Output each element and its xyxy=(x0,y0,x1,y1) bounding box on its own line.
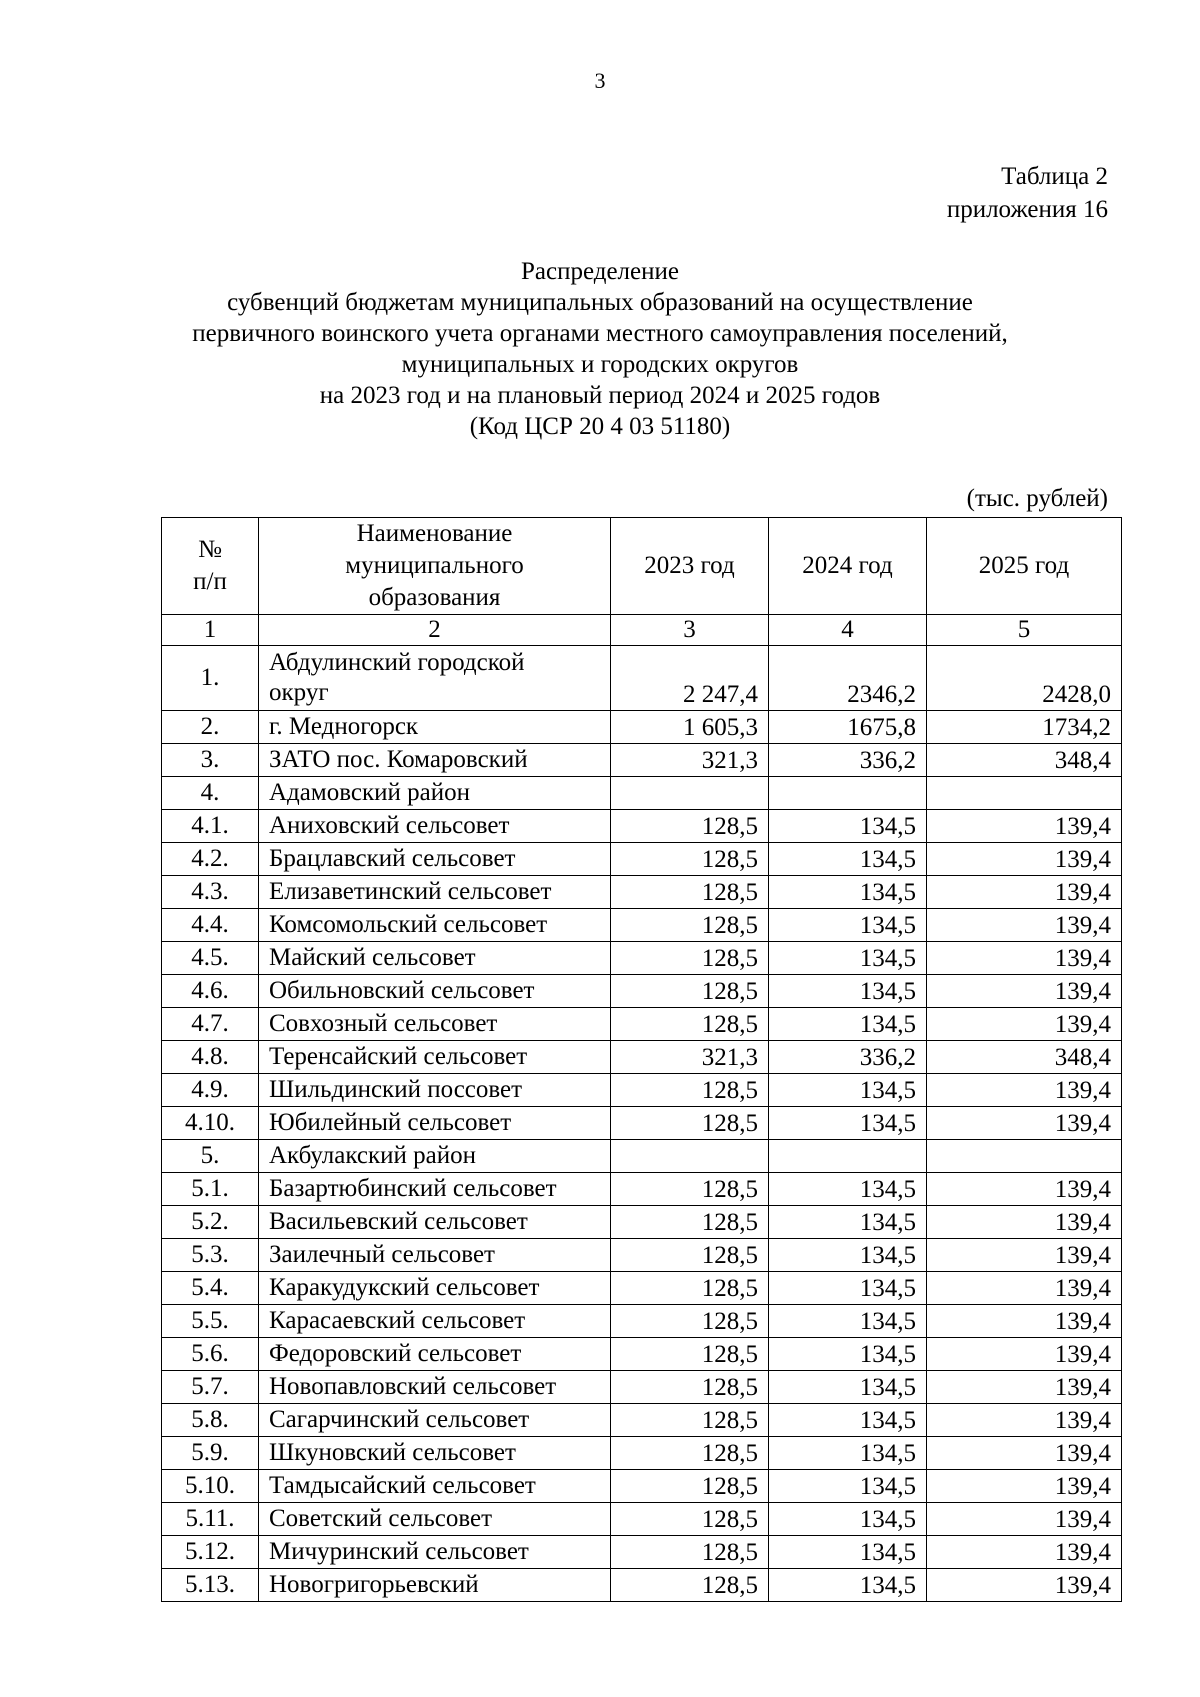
amount-2025: 139,4 xyxy=(927,1569,1122,1602)
municipality-name-line: округ xyxy=(269,679,329,706)
amount-2023: 128,5 xyxy=(611,1569,769,1602)
table-reference xyxy=(947,160,1108,226)
title-line: первичного воинского учета органами местного самоуправления поселений, xyxy=(192,320,1008,347)
table-row xyxy=(162,843,1122,876)
amount-2024: 134,5 xyxy=(769,1404,927,1437)
row-number: 5.2. xyxy=(162,1206,259,1239)
amount-2025: 139,4 xyxy=(927,876,1122,909)
amount-2025: 139,4 xyxy=(927,1272,1122,1305)
row-number: 5.8. xyxy=(162,1404,259,1437)
amount-2024: 134,5 xyxy=(769,1569,927,1602)
row-number: 5.4. xyxy=(162,1272,259,1305)
municipality-name: Федоровский сельсовет xyxy=(259,1338,611,1371)
municipality-name: Совхозный сельсовет xyxy=(259,1008,611,1041)
municipality-name: Елизаветинский сельсовет xyxy=(259,876,611,909)
amount-2024: 134,5 xyxy=(769,975,927,1008)
amount-2024: 134,5 xyxy=(769,1470,927,1503)
amount-2025 xyxy=(927,777,1122,810)
amount-2025: 139,4 xyxy=(927,1338,1122,1371)
amount-2025: 348,4 xyxy=(927,744,1122,777)
row-number: 5.1. xyxy=(162,1173,259,1206)
amount-2023: 128,5 xyxy=(611,1305,769,1338)
column-number: 2 xyxy=(259,615,611,646)
title-line: на 2023 год и на плановый период 2024 и 2025 годов xyxy=(319,382,881,409)
table-row xyxy=(162,1470,1122,1503)
amount-2024: 134,5 xyxy=(769,1371,927,1404)
column-number: 3 xyxy=(611,615,769,646)
amount-2024: 134,5 xyxy=(769,1536,927,1569)
header-2025: 2025 год xyxy=(927,518,1122,615)
amount-2025: 139,4 xyxy=(927,1206,1122,1239)
amount-2025: 139,4 xyxy=(927,810,1122,843)
amount-2025: 139,4 xyxy=(927,1173,1122,1206)
municipality-name: Тамдысайский сельсовет xyxy=(259,1470,611,1503)
amount-2023: 321,3 xyxy=(611,1041,769,1074)
amount-2023: 128,5 xyxy=(611,1536,769,1569)
amount-2024 xyxy=(769,1140,927,1173)
table-row xyxy=(162,646,1122,711)
municipality-name: Адамовский район xyxy=(259,777,611,810)
row-number: 5.3. xyxy=(162,1239,259,1272)
amount-2025: 139,4 xyxy=(927,1107,1122,1140)
table-row xyxy=(162,744,1122,777)
amount-2024: 336,2 xyxy=(769,744,927,777)
municipality-name: Майский сельсовет xyxy=(259,942,611,975)
table-row xyxy=(162,1074,1122,1107)
table-header-row xyxy=(162,518,1122,615)
row-number: 5. xyxy=(162,1140,259,1173)
amount-2023: 128,5 xyxy=(611,909,769,942)
amount-2024: 134,5 xyxy=(769,1338,927,1371)
header-number-line: п/п xyxy=(193,568,227,595)
amount-2025: 139,4 xyxy=(927,1437,1122,1470)
table-row xyxy=(162,1371,1122,1404)
row-number: 4. xyxy=(162,777,259,810)
amount-2025: 139,4 xyxy=(927,1503,1122,1536)
amount-2023: 2 247,4 xyxy=(611,646,769,711)
header-name-line: образования xyxy=(368,584,501,611)
row-number: 1. xyxy=(162,646,259,711)
amount-2025: 139,4 xyxy=(927,909,1122,942)
amount-2025: 139,4 xyxy=(927,975,1122,1008)
municipality-name: Акбулакский район xyxy=(259,1140,611,1173)
row-number: 5.7. xyxy=(162,1371,259,1404)
table-row xyxy=(162,1338,1122,1371)
table-row xyxy=(162,1503,1122,1536)
amount-2023: 128,5 xyxy=(611,1107,769,1140)
amount-2023: 128,5 xyxy=(611,942,769,975)
table-row xyxy=(162,1437,1122,1470)
amount-2024: 134,5 xyxy=(769,1272,927,1305)
table-row xyxy=(162,777,1122,810)
amount-2024: 134,5 xyxy=(769,1503,927,1536)
table-row xyxy=(162,1206,1122,1239)
municipality-name: Новогригорьевский xyxy=(259,1569,611,1602)
row-number: 4.7. xyxy=(162,1008,259,1041)
units-label: (тыс. рублей) xyxy=(966,485,1108,512)
amount-2023 xyxy=(611,1140,769,1173)
amount-2024: 134,5 xyxy=(769,1074,927,1107)
amount-2025: 1734,2 xyxy=(927,711,1122,744)
row-number: 5.11. xyxy=(162,1503,259,1536)
amount-2023: 128,5 xyxy=(611,843,769,876)
row-number: 4.8. xyxy=(162,1041,259,1074)
municipality-name: Сагарчинский сельсовет xyxy=(259,1404,611,1437)
amount-2025: 139,4 xyxy=(927,1404,1122,1437)
amount-2023: 128,5 xyxy=(611,1008,769,1041)
table-row xyxy=(162,876,1122,909)
amount-2025: 139,4 xyxy=(927,1305,1122,1338)
amount-2023: 321,3 xyxy=(611,744,769,777)
amount-2023: 128,5 xyxy=(611,1239,769,1272)
row-number: 4.3. xyxy=(162,876,259,909)
amount-2023: 128,5 xyxy=(611,1470,769,1503)
table-reference-line: Таблица 2 xyxy=(1001,163,1108,190)
title-line: субвенций бюджетам муниципальных образований на осуществление xyxy=(227,289,973,316)
row-number: 5.5. xyxy=(162,1305,259,1338)
amount-2025: 139,4 xyxy=(927,1371,1122,1404)
row-number: 4.5. xyxy=(162,942,259,975)
amount-2024: 134,5 xyxy=(769,810,927,843)
amount-2023: 128,5 xyxy=(611,975,769,1008)
row-number: 4.6. xyxy=(162,975,259,1008)
title-line: муниципальных и городских округов xyxy=(401,351,799,378)
table-row xyxy=(162,1140,1122,1173)
header-number-line: № xyxy=(198,536,222,563)
amount-2023: 128,5 xyxy=(611,1404,769,1437)
amount-2025: 139,4 xyxy=(927,843,1122,876)
row-number: 4.2. xyxy=(162,843,259,876)
table-row xyxy=(162,909,1122,942)
municipality-name: Теренсайский сельсовет xyxy=(259,1041,611,1074)
municipality-name xyxy=(259,646,611,711)
amount-2024: 134,5 xyxy=(769,942,927,975)
amount-2024: 134,5 xyxy=(769,843,927,876)
row-number: 2. xyxy=(162,711,259,744)
municipality-name: Советский сельсовет xyxy=(259,1503,611,1536)
row-number: 5.13. xyxy=(162,1569,259,1602)
amount-2025: 139,4 xyxy=(927,942,1122,975)
page-number: 3 xyxy=(594,68,606,93)
column-number: 5 xyxy=(927,615,1122,646)
header-number xyxy=(162,518,259,615)
table-row xyxy=(162,711,1122,744)
row-number: 3. xyxy=(162,744,259,777)
table-row xyxy=(162,942,1122,975)
appendix-reference-line: приложения 16 xyxy=(946,196,1108,223)
amount-2024: 134,5 xyxy=(769,1239,927,1272)
table-row xyxy=(162,1041,1122,1074)
municipality-name: Комсомольский сельсовет xyxy=(259,909,611,942)
amount-2024: 134,5 xyxy=(769,1437,927,1470)
table-row xyxy=(162,1305,1122,1338)
municipality-name-line: Абдулинский городской xyxy=(269,649,525,676)
amount-2024: 134,5 xyxy=(769,1107,927,1140)
municipality-name: ЗАТО пос. Комаровский xyxy=(259,744,611,777)
amount-2025: 139,4 xyxy=(927,1074,1122,1107)
table-row xyxy=(162,1536,1122,1569)
row-number: 5.10. xyxy=(162,1470,259,1503)
amount-2024: 134,5 xyxy=(769,909,927,942)
amount-2023: 128,5 xyxy=(611,1074,769,1107)
amount-2024: 134,5 xyxy=(769,1173,927,1206)
amount-2023: 128,5 xyxy=(611,1437,769,1470)
amount-2023: 128,5 xyxy=(611,1206,769,1239)
table-row xyxy=(162,1569,1122,1602)
header-name-line: муниципального xyxy=(345,552,524,579)
table-row xyxy=(162,1107,1122,1140)
municipality-name: Карасаевский сельсовет xyxy=(259,1305,611,1338)
row-number: 5.9. xyxy=(162,1437,259,1470)
row-number: 4.10. xyxy=(162,1107,259,1140)
municipality-name: Заилечный сельсовет xyxy=(259,1239,611,1272)
municipality-name: Юбилейный сельсовет xyxy=(259,1107,611,1140)
amount-2024: 1675,8 xyxy=(769,711,927,744)
document-title xyxy=(160,256,1040,442)
amount-2025: 139,4 xyxy=(927,1239,1122,1272)
table-row xyxy=(162,1008,1122,1041)
amount-2023: 128,5 xyxy=(611,1173,769,1206)
amount-2025: 139,4 xyxy=(927,1008,1122,1041)
row-number: 4.4. xyxy=(162,909,259,942)
municipality-name: Брацлавский сельсовет xyxy=(259,843,611,876)
title-line: Распределение xyxy=(521,258,679,285)
amount-2023: 128,5 xyxy=(611,1503,769,1536)
amount-2024: 134,5 xyxy=(769,876,927,909)
column-number: 4 xyxy=(769,615,927,646)
municipality-name: Обильновский сельсовет xyxy=(259,975,611,1008)
table-row xyxy=(162,1173,1122,1206)
municipality-name: г. Медногорск xyxy=(259,711,611,744)
table-row xyxy=(162,810,1122,843)
amount-2023: 128,5 xyxy=(611,1338,769,1371)
municipality-name: Мичуринский сельсовет xyxy=(259,1536,611,1569)
municipality-name: Васильевский сельсовет xyxy=(259,1206,611,1239)
subvention-table xyxy=(161,517,1122,1602)
table-body xyxy=(162,615,1122,1602)
amount-2025: 2428,0 xyxy=(927,646,1122,711)
amount-2023: 128,5 xyxy=(611,810,769,843)
amount-2023: 128,5 xyxy=(611,876,769,909)
header-2023: 2023 год xyxy=(611,518,769,615)
amount-2024: 134,5 xyxy=(769,1305,927,1338)
row-number: 4.1. xyxy=(162,810,259,843)
table-row xyxy=(162,1404,1122,1437)
amount-2023: 128,5 xyxy=(611,1371,769,1404)
municipality-name: Аниховский сельсовет xyxy=(259,810,611,843)
header-2024: 2024 год xyxy=(769,518,927,615)
municipality-name: Каракудукский сельсовет xyxy=(259,1272,611,1305)
row-number: 4.9. xyxy=(162,1074,259,1107)
amount-2024: 336,2 xyxy=(769,1041,927,1074)
amount-2024 xyxy=(769,777,927,810)
amount-2024: 134,5 xyxy=(769,1008,927,1041)
amount-2025: 348,4 xyxy=(927,1041,1122,1074)
column-number: 1 xyxy=(162,615,259,646)
amount-2023: 1 605,3 xyxy=(611,711,769,744)
header-name xyxy=(259,518,611,615)
table-row xyxy=(162,1272,1122,1305)
column-number-row xyxy=(162,615,1122,646)
amount-2024: 134,5 xyxy=(769,1206,927,1239)
table-row xyxy=(162,1239,1122,1272)
header-name-line: Наименование xyxy=(356,520,513,547)
municipality-name: Шкуновский сельсовет xyxy=(259,1437,611,1470)
municipality-name: Базартюбинский сельсовет xyxy=(259,1173,611,1206)
amount-2023 xyxy=(611,777,769,810)
municipality-name: Шильдинский поссовет xyxy=(259,1074,611,1107)
municipality-name: Новопавловский сельсовет xyxy=(259,1371,611,1404)
row-number: 5.6. xyxy=(162,1338,259,1371)
amount-2023: 128,5 xyxy=(611,1272,769,1305)
table-row xyxy=(162,975,1122,1008)
title-code-line: (Код ЦСР 20 4 03 51180) xyxy=(469,413,731,440)
amount-2024: 2346,2 xyxy=(769,646,927,711)
amount-2025 xyxy=(927,1140,1122,1173)
amount-2025: 139,4 xyxy=(927,1536,1122,1569)
amount-2025: 139,4 xyxy=(927,1470,1122,1503)
row-number: 5.12. xyxy=(162,1536,259,1569)
